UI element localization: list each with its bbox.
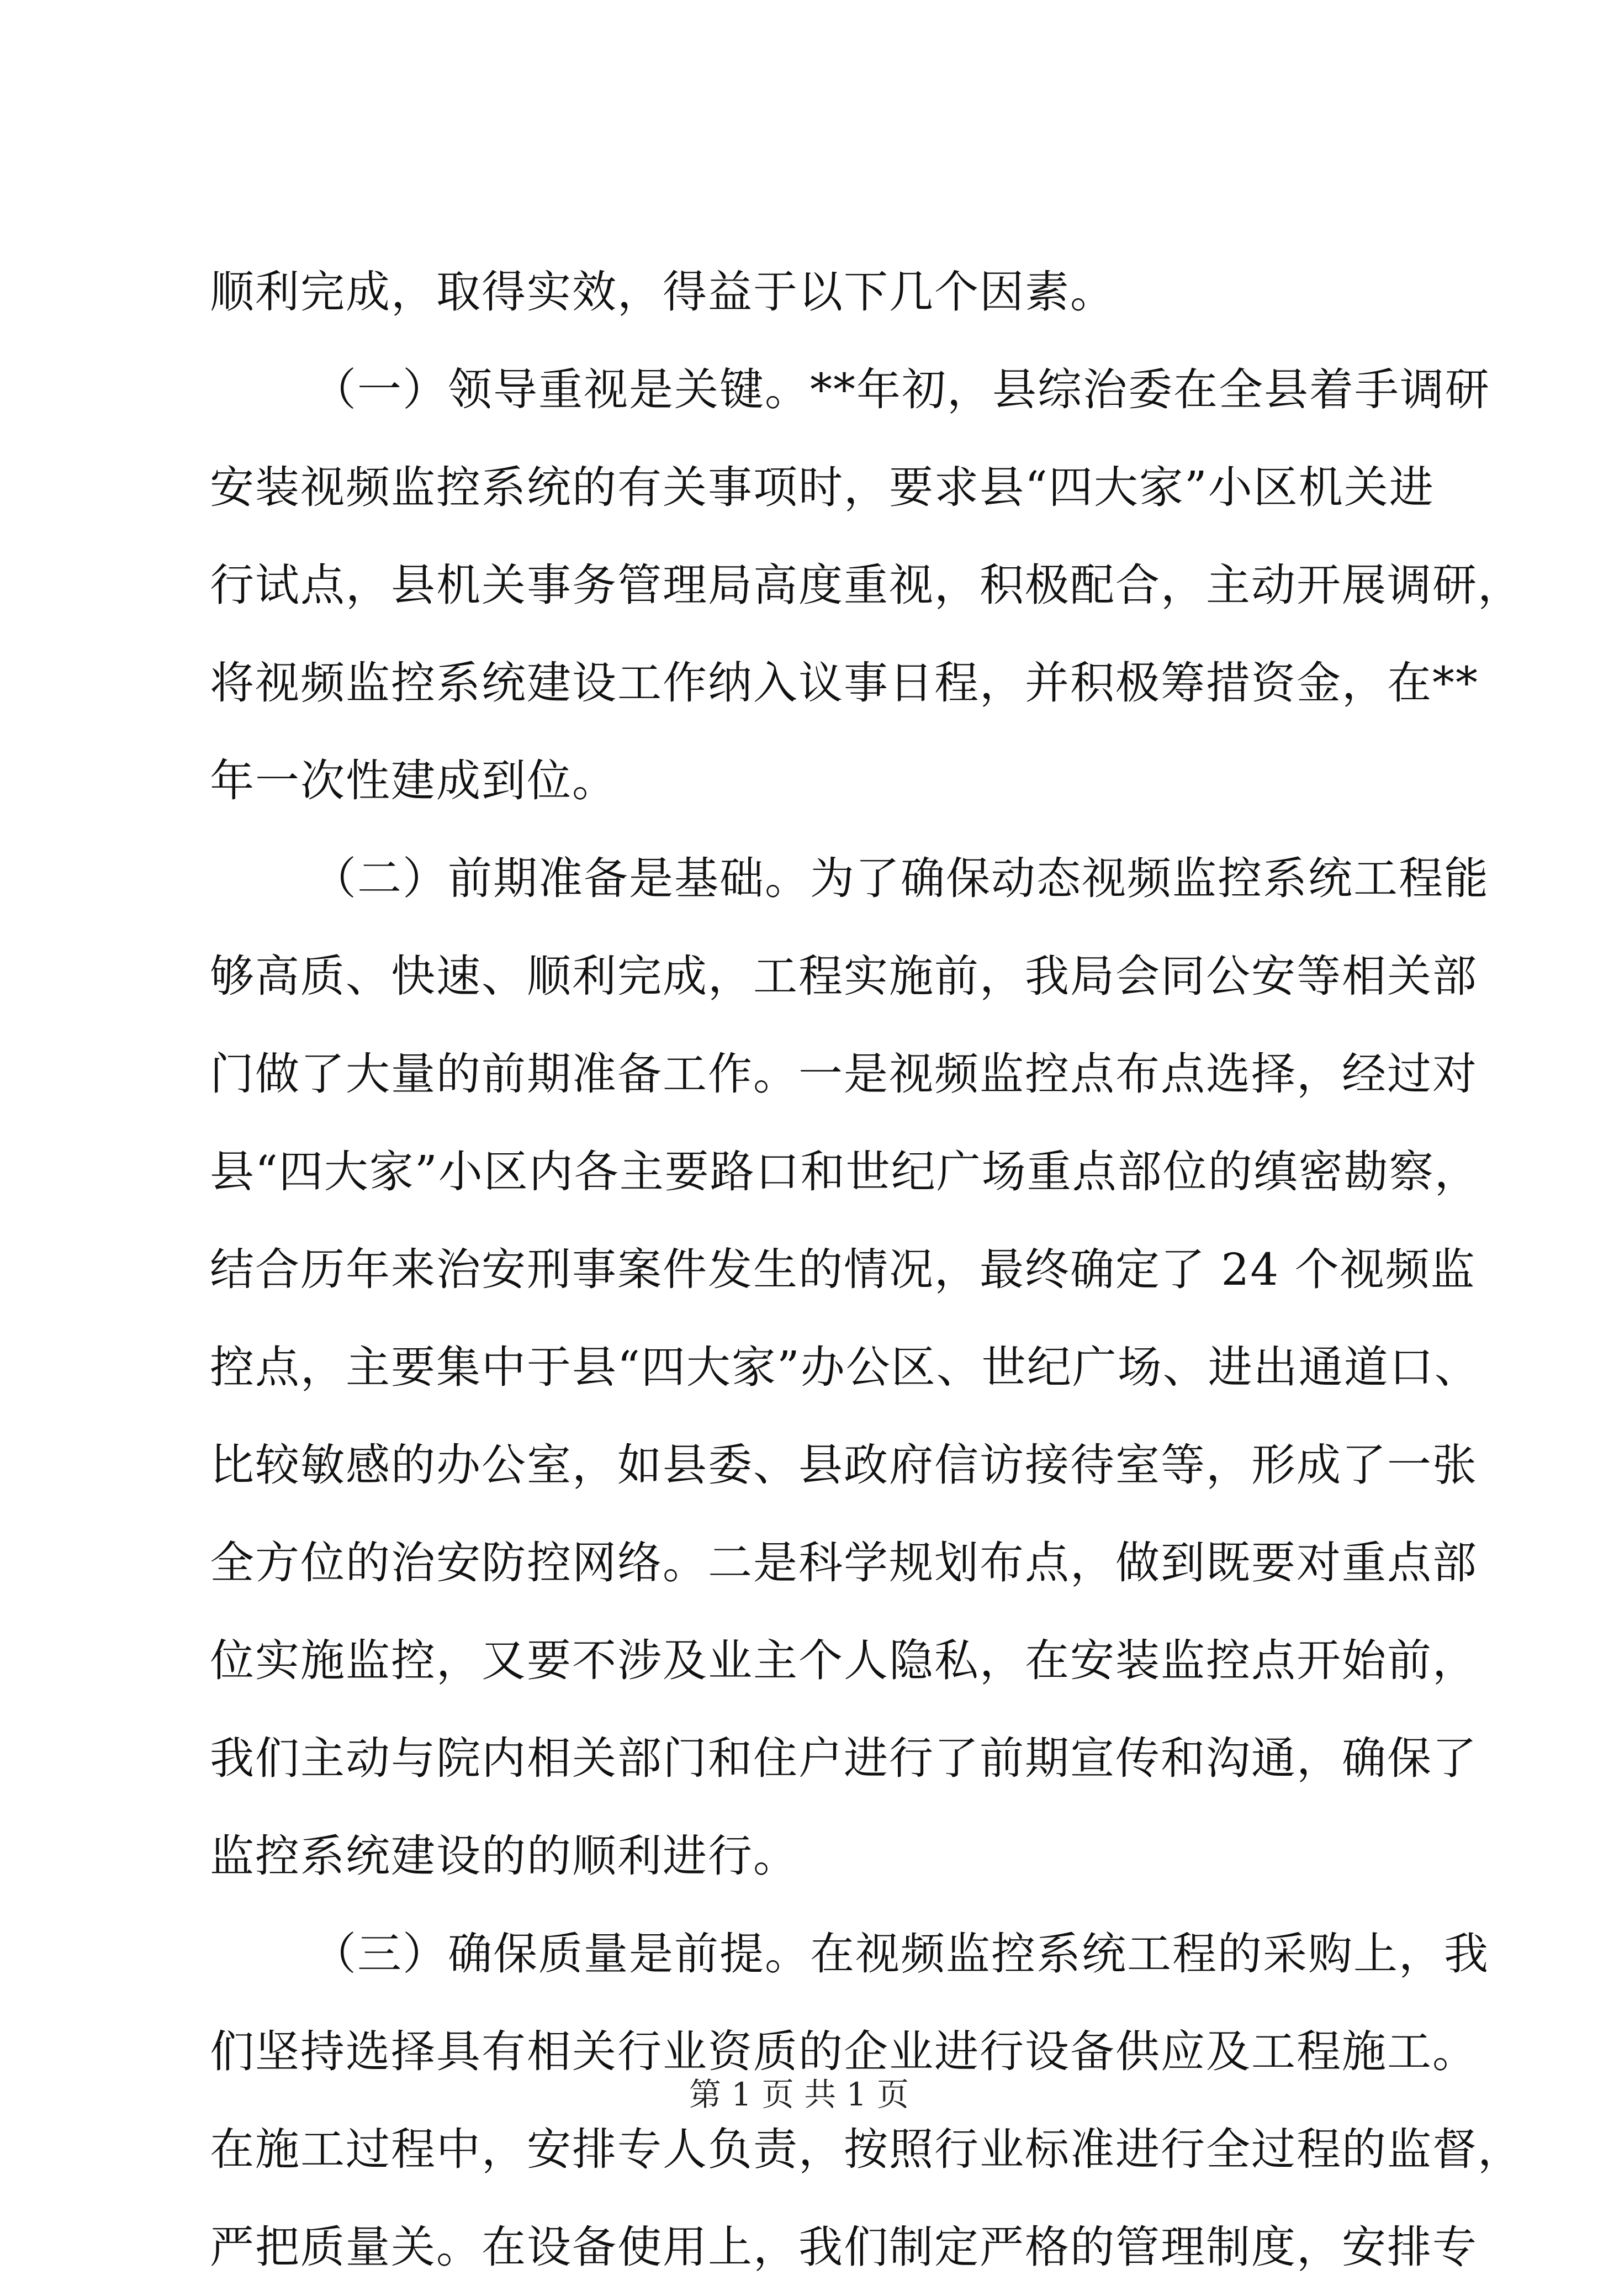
text-line: 在施工过程中，安排专人负责，按照行业标准进行全过程的监督，: [210, 2124, 1523, 2175]
text-line: 全方位的治安防控网络。二是科学规划布点，做到既要对重点部: [210, 1537, 1478, 1588]
text-line: 严把质量关。在设备使用上，我们制定严格的管理制度，安排专: [210, 2221, 1478, 2273]
text-line: 我们主动与院内相关部门和住户进行了前期宣传和沟通，确保了: [210, 1733, 1478, 1784]
paragraph-first-line: （三）确保质量是前提。在视频监控系统工程的采购上，我: [312, 1928, 1489, 1980]
text-line: 比较敏感的办公室，如县委、县政府信访接待室等，形成了一张: [210, 1439, 1478, 1491]
text-line: 监控系统建设的的顺利进行。: [210, 1830, 798, 1882]
text-line: 门做了大量的前期准备工作。一是视频监控点布点选择，经过对: [210, 1048, 1478, 1100]
text-line: 结合历年来治安刑事案件发生的情况，最终确定了 24 个视频监: [210, 1244, 1476, 1295]
page-number-footer: 第 1 页 共 1 页: [689, 2076, 909, 2113]
text-line: 顺利完成，取得实效，得益于以下几个因素。: [210, 266, 1115, 318]
text-line: 县“四大家”小区内各主要路口和世纪广场重点部位的缜密勘察，: [210, 1146, 1480, 1197]
text-line: 位实施监控，又要不涉及业主个人隐私，在安装监控点开始前，: [210, 1635, 1478, 1686]
text-line: 年一次性建成到位。: [210, 755, 617, 806]
text-line: 们坚持选择具有相关行业资质的企业进行设备供应及工程施工。: [210, 2026, 1478, 2077]
text-line: 行试点，县机关事务管理局高度重视，积极配合，主动开展调研，: [210, 560, 1523, 611]
paragraph-first-line: （一）领导重视是关键。**年初，县综治委在全县着手调研: [312, 364, 1490, 415]
text-line: 控点，主要集中于县“四大家”办公区、世纪广场、进出通道口、: [210, 1342, 1480, 1393]
text-line: 够高质、快速、顺利完成，工程实施前，我局会同公安等相关部: [210, 951, 1478, 1002]
text-line: 安装视频监控系统的有关事项时，要求县“四大家”小区机关进: [210, 462, 1435, 513]
document-body: [210, 243, 1523, 2296]
text-line: 将视频监控系统建设工作纳入议事日程，并积极筹措资金，在**: [210, 657, 1479, 709]
paragraph-first-line: （二）前期准备是基础。为了确保动态视频监控系统工程能: [312, 853, 1489, 904]
